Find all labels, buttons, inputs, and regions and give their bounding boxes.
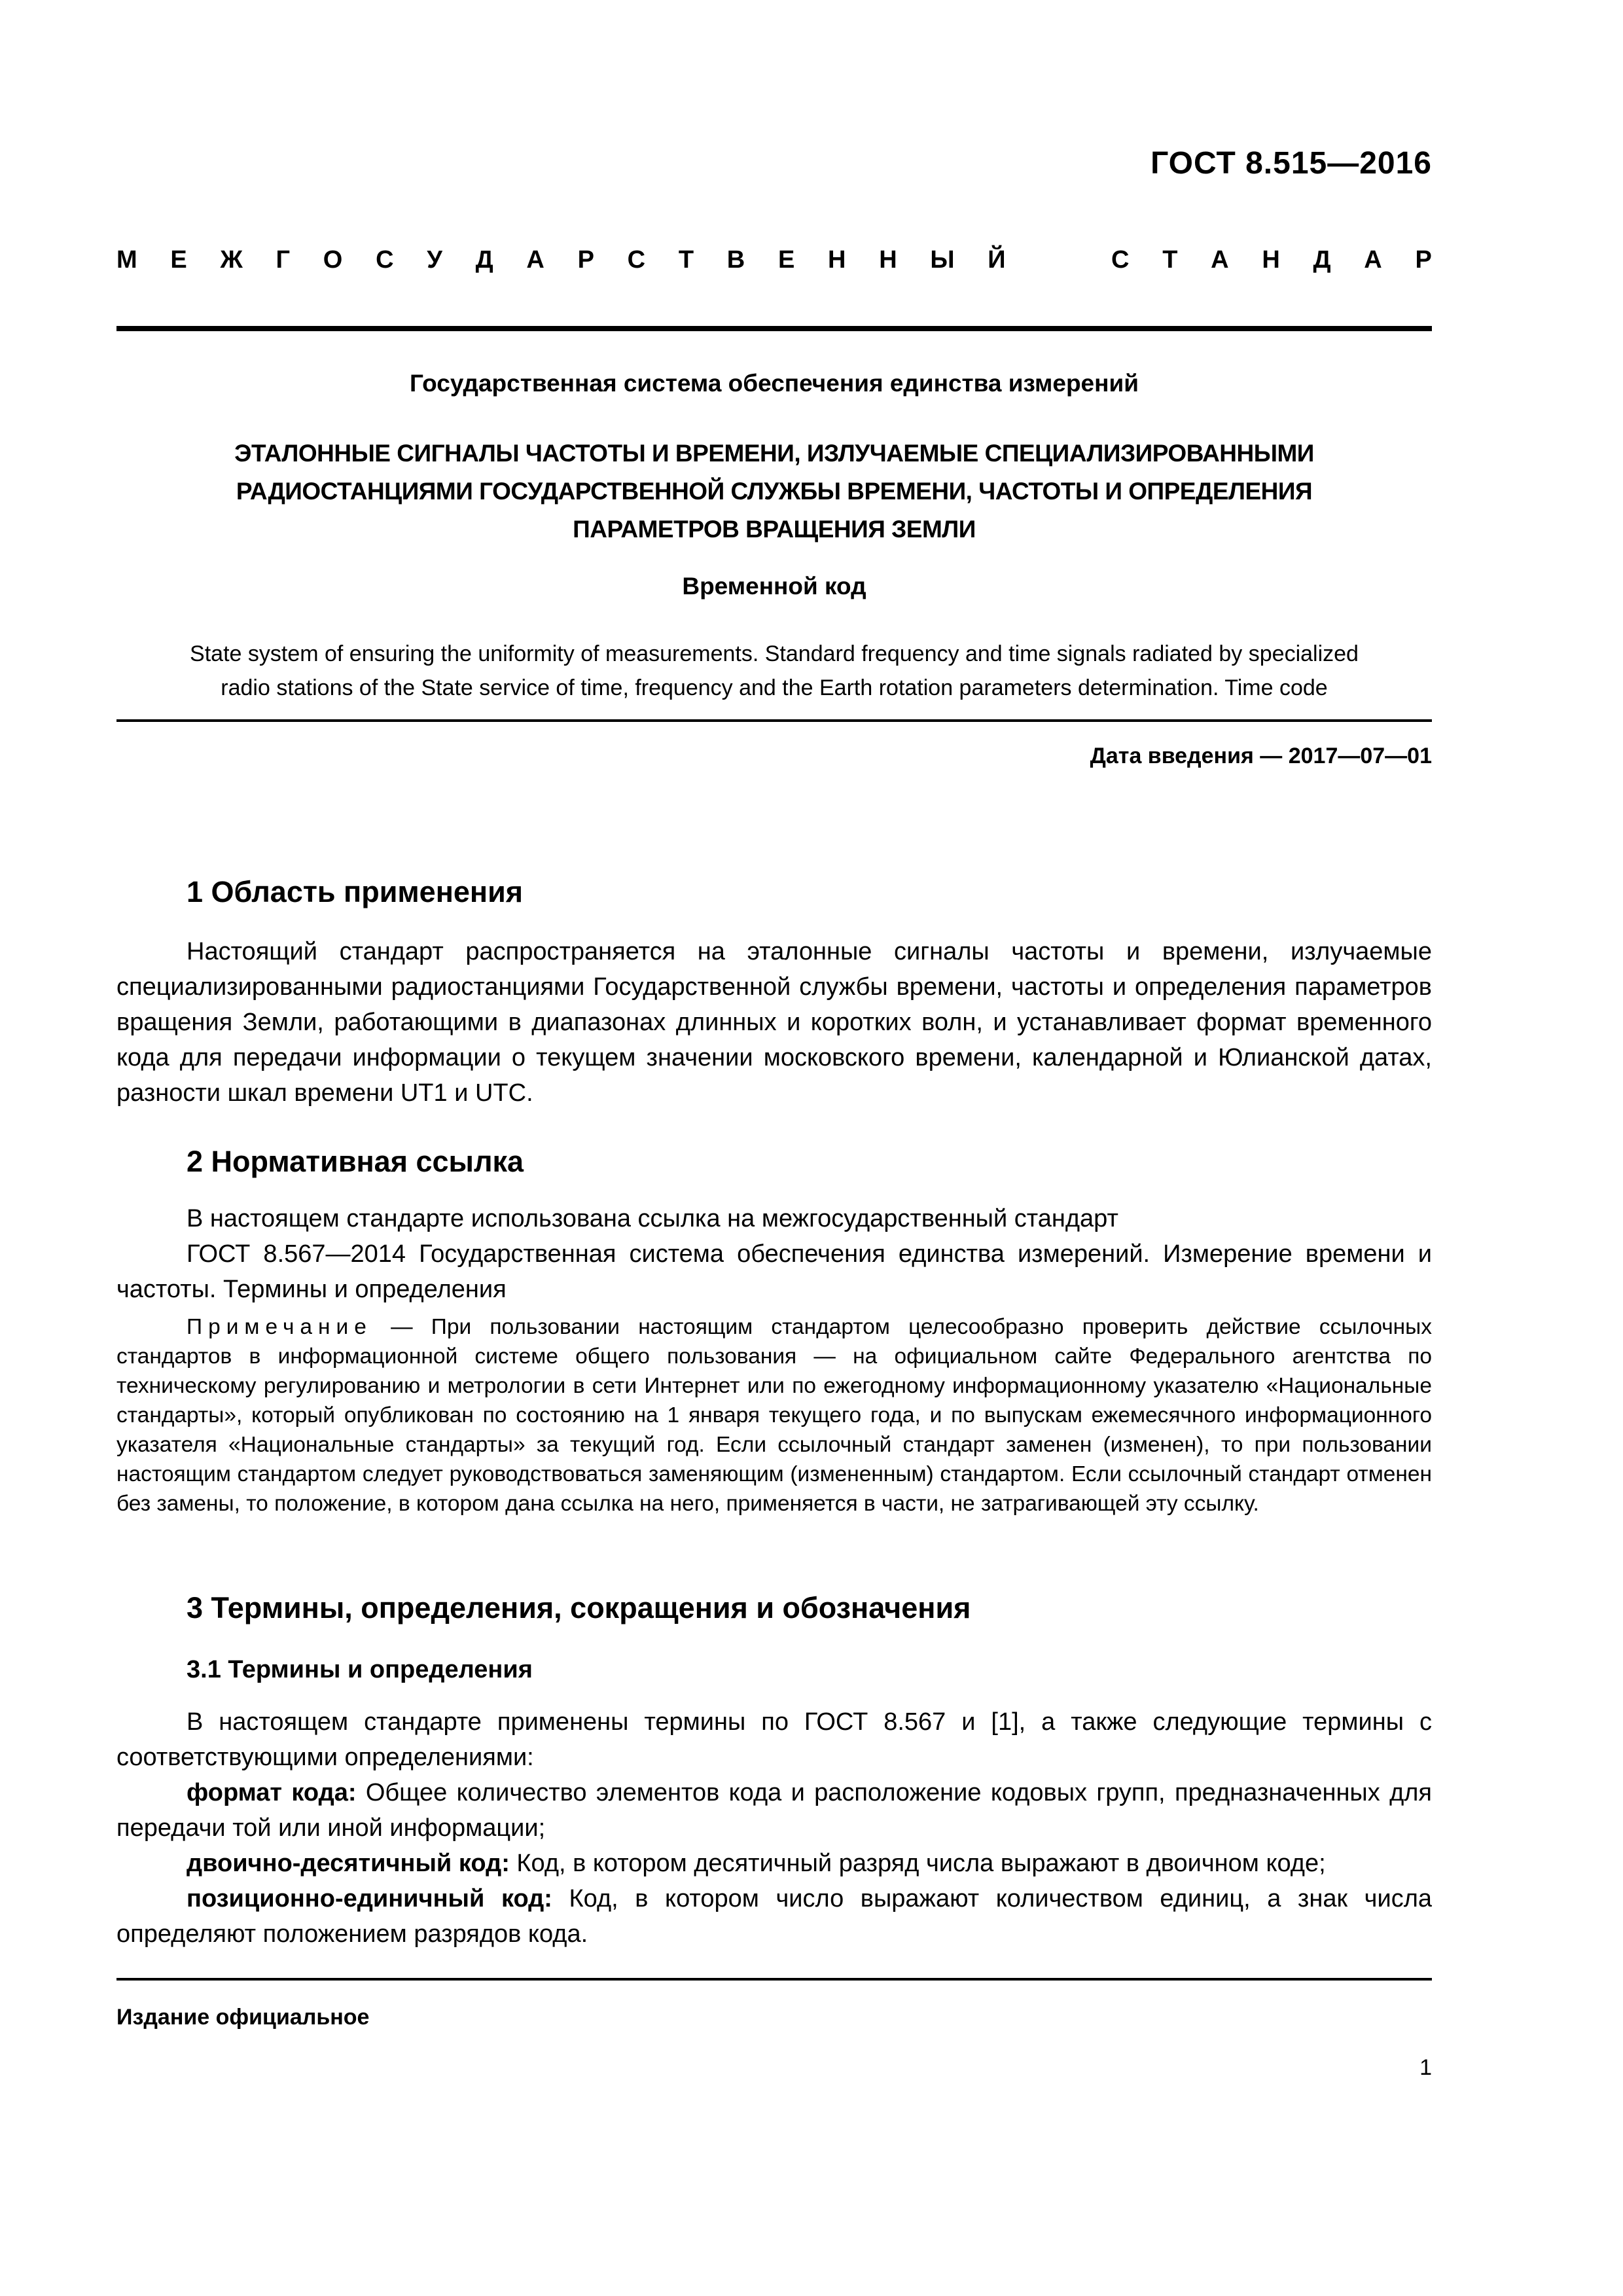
section-2-paragraph-1 <box>116 1201 1432 1236</box>
banner-letter: А <box>1211 246 1229 274</box>
section-2-reference: ГОСТ 8.567—2014 Государственная система обеспечения единства измерений. Измерение времени и частоты. Термины и определения <box>116 1240 1432 1303</box>
banner-letter: Н <box>828 246 846 274</box>
section-2-paragraph-2 <box>116 1236 1432 1307</box>
standard-system-name: Государственная система обеспечения единства измерений <box>410 370 1139 397</box>
title-divider <box>116 719 1432 722</box>
banner-letter: О <box>323 246 343 274</box>
banner-letter: Е <box>170 246 187 274</box>
section-3-intro-text: В настоящем стандарте применены термины по ГОСТ 8.567 и [1], а также следующие термины с соответствующими определениями: <box>116 1708 1432 1771</box>
note-text: — При пользовании настоящим стандартом целесообразно проверить действие ссылочных стандартов в информационной системе общего пользования — на официальном сайте Федерального агентства по техническому регулированию и метрологии в сети Интернет или по ежегодному информационному указателю «Национальные стандарты», который опубликован по состоянию на 1 января текущего года, и по выпускам ежемесячного информационного указателя «Национальные стандарты» за текущий год. Если ссылочный стандарт заменен (изменен), то при пользовании настоящим стандартом следует руководствоваться заменяющим (измененным) стандартом. Если ссылочный стандарт отменен без замены, то положение, в котором дана ссылка на него, применяется в части, не затрагивающей эту ссылку. <box>116 1315 1432 1516</box>
banner-letter: Ж <box>220 246 243 274</box>
section-3-1-heading: 3.1 Термины и определения <box>187 1656 533 1683</box>
banner-letter: Т <box>1162 246 1178 274</box>
section-3-intro <box>116 1704 1432 1775</box>
term-name: формат кода: <box>187 1779 357 1806</box>
banner-letter: С <box>1111 246 1130 274</box>
interstate-standard-banner <box>116 246 1432 274</box>
header-divider <box>116 326 1432 331</box>
term-entry <box>116 1775 1432 1846</box>
title-line: ЭТАЛОННЫЕ СИГНАЛЫ ЧАСТОТЫ И ВРЕМЕНИ, ИЗЛУЧАЕМЫЕ СПЕЦИАЛИЗИРОВАННЫМИ <box>234 440 1314 467</box>
banner-letter: Й <box>988 246 1006 274</box>
banner-letter: Н <box>1262 246 1280 274</box>
english-title-line: State system of ensuring the uniformity of measurements. Standard frequency and time signals radiated by specialized <box>190 641 1359 666</box>
edition-label: Издание официальное <box>116 2005 370 2030</box>
section-3-heading: 3 Термины, определения, сокращения и обозначения <box>187 1591 971 1624</box>
banner-letter: С <box>627 246 646 274</box>
banner-letter: М <box>116 246 137 274</box>
banner-letter: С <box>376 246 394 274</box>
term-entry <box>116 1881 1432 1952</box>
banner-letter: Р <box>577 246 594 274</box>
document-subtitle: Временной код <box>682 573 866 600</box>
term-entry <box>116 1846 1432 1881</box>
document-number: ГОСТ 8.515—2016 <box>1150 146 1432 181</box>
footer-divider <box>116 1978 1432 1981</box>
banner-letter: Н <box>879 246 897 274</box>
banner-letter: Д <box>1313 246 1331 274</box>
term-definition: Код, в котором десятичный разряд числа выражают в двоичном коде; <box>509 1850 1326 1877</box>
section-2-reference-intro: В настоящем стандарте использована ссылка на межгосударственный стандарт <box>187 1205 1118 1232</box>
note-label: Примечание <box>187 1315 372 1339</box>
section-2-note <box>116 1312 1432 1518</box>
banner-letter: Р <box>1415 246 1432 274</box>
introduction-date: Дата введения — 2017—07—01 <box>1090 744 1432 768</box>
term-name: двоично-десятичный код: <box>187 1850 510 1877</box>
banner-letter: Ы <box>930 246 955 274</box>
term-definition: Общее количество элементов кода и расположение кодовых групп, предназначенных для передачи той или иной информации; <box>116 1779 1432 1842</box>
banner-word-gap <box>1039 246 1078 274</box>
section-2-heading: 2 Нормативная ссылка <box>187 1145 524 1178</box>
banner-letter: Д <box>475 246 493 274</box>
term-definition: Код, в котором число выражают количеством единиц, а знак числа определяют положением разрядов кода. <box>116 1885 1432 1948</box>
title-line: ПАРАМЕТРОВ ВРАЩЕНИЯ ЗЕМЛИ <box>573 516 976 543</box>
title-line: РАДИОСТАНЦИЯМИ ГОСУДАРСТВЕННОЙ СЛУЖБЫ ВРЕМЕНИ, ЧАСТОТЫ И ОПРЕДЕЛЕНИЯ <box>236 478 1313 505</box>
english-title <box>116 637 1432 705</box>
banner-letter: Е <box>777 246 795 274</box>
document-title <box>116 435 1432 548</box>
banner-letter: Г <box>276 246 291 274</box>
page-number: 1 <box>1419 2055 1432 2080</box>
english-title-line: radio stations of the State service of time, frequency and the Earth rotation parameters determination. Time code <box>221 675 1328 700</box>
banner-letter: У <box>427 246 442 274</box>
banner-letter: В <box>726 246 745 274</box>
section-1-heading: 1 Область применения <box>187 875 524 908</box>
term-name: позиционно-единичный код: <box>187 1885 552 1912</box>
banner-letter: А <box>1364 246 1382 274</box>
banner-letter: Т <box>678 246 694 274</box>
section-1-body: Настоящий стандарт распространяется на эталонные сигналы частоты и времени, излучаемые специализированными радиостанциями Государственной службы времени, частоты и определения параметров вращения Земли, работающими в диапазонах длинных и коротких волн, и устанавливает формат временного кода для передачи информации о текущем значении московского времени, календарной и Юлианской датах, разности шкал времени UT1 и UTC. <box>116 938 1432 1107</box>
banner-letter: А <box>526 246 544 274</box>
section-1-text <box>116 934 1432 1111</box>
